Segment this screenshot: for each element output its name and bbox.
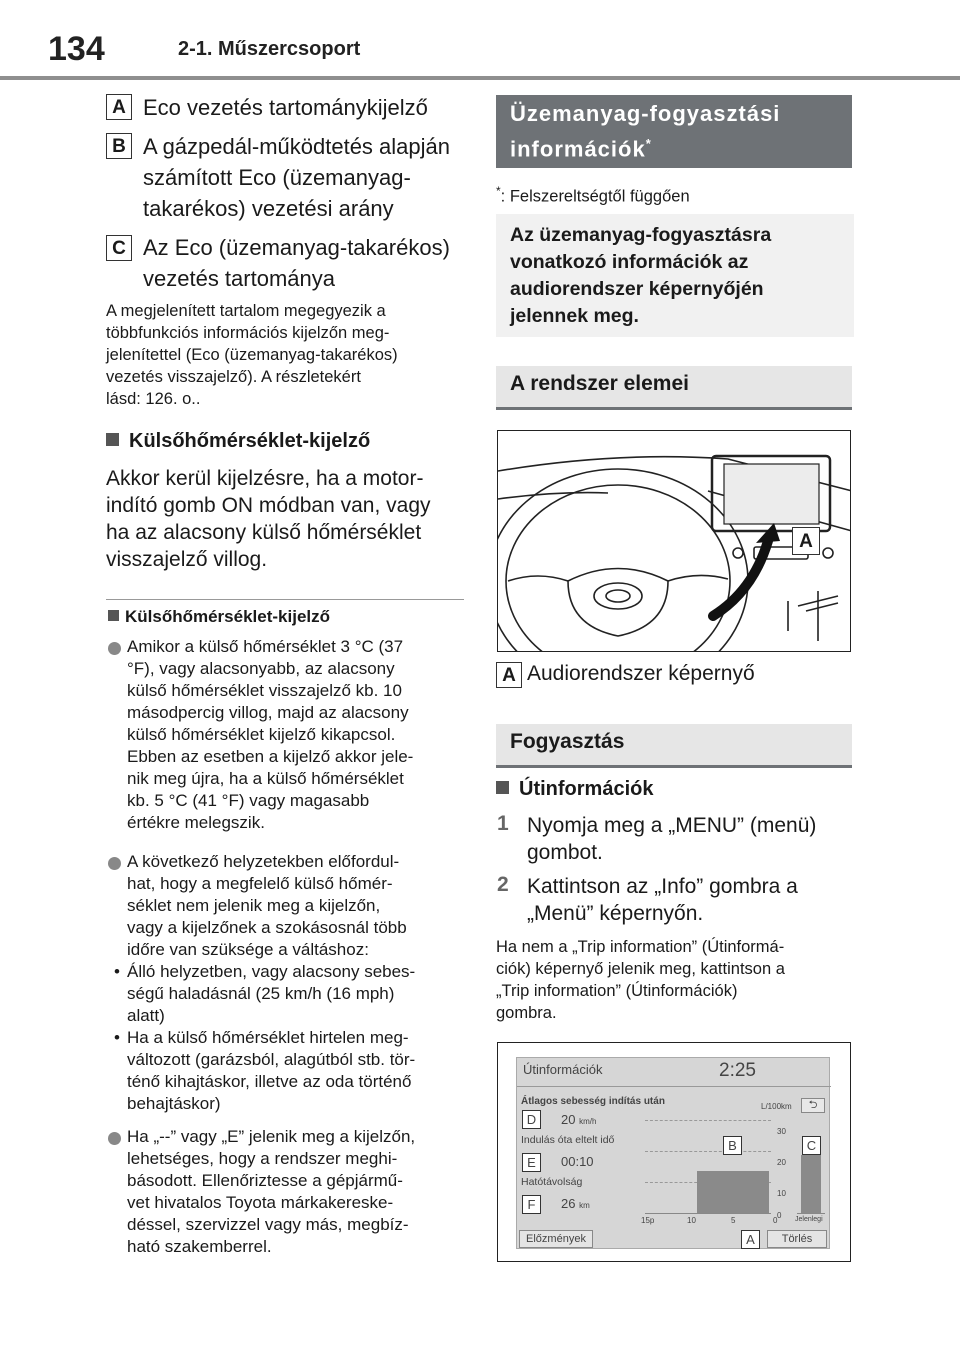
bullet-line: Álló helyzetben, vagy alacsony sebes-: [127, 962, 416, 981]
screen-title: Útinformációk: [523, 1062, 603, 1077]
x-tick: 15p: [641, 1216, 655, 1225]
current-bar: [801, 1155, 821, 1213]
y-axis-ticks: [777, 1116, 786, 1223]
note-line: lehetséges, hogy a rendszer meghi-: [127, 1149, 398, 1168]
step-line: gombot.: [527, 841, 603, 864]
paragraph-line: vezetés visszajelző). A részletekért: [106, 368, 361, 386]
notes-title: [108, 607, 330, 627]
consumption-chart: [645, 1120, 771, 1214]
figure-label-a: A: [792, 527, 820, 555]
label-c: C: [106, 235, 132, 261]
body-line: indító gomb ON módban van, vagy: [106, 494, 431, 517]
note-line: °F), vagy alacsonyabb, az alacsony: [127, 659, 395, 678]
step-1-number: 1: [497, 812, 509, 835]
step-line: Kattintson az „Info” gombra a: [527, 875, 798, 898]
note-line: vet hivatalos Toyota márkakereske-: [127, 1193, 394, 1212]
screen-label-d: D: [522, 1110, 541, 1129]
header-divider: [0, 76, 960, 80]
footnote: [496, 184, 690, 207]
x-tick: Jelenlegi: [795, 1216, 823, 1223]
square-bullet-icon: [106, 433, 119, 446]
item-c-line: vezetés tartománya: [143, 266, 335, 291]
bullet-dot-icon: •: [114, 1028, 120, 1047]
square-bullet-icon: [108, 610, 119, 621]
gridline: [645, 1151, 771, 1152]
note-line: időre van szüksége a váltáshoz:: [127, 940, 369, 959]
info-box: [496, 214, 854, 337]
screen-label-a: A: [741, 1230, 760, 1249]
elapsed-value: 00:10: [561, 1154, 594, 1169]
range-number: 26: [561, 1196, 576, 1211]
bullet-line: alatt): [127, 1006, 165, 1025]
avg-speed-value: [561, 1112, 596, 1127]
back-arrow-icon: ⮌: [808, 1099, 818, 1111]
item-c-text: [143, 233, 450, 294]
x-tick: 10: [687, 1216, 696, 1225]
banner-line: információk: [510, 136, 646, 162]
bullet-line: ségű haladásnál (25 km/h (16 mph): [127, 984, 395, 1003]
page-number: 134: [48, 30, 105, 68]
paragraph-line: többfunkciós információs kijelzőn meg-: [106, 324, 390, 342]
note-line: hat, hogy a megfelelő külső hőmér-: [127, 874, 393, 893]
screen-label-b: B: [723, 1136, 742, 1155]
step-2-number: 2: [497, 873, 509, 896]
item-b-text: [143, 132, 450, 224]
note-line: nik meg újra, ha a külső hőmérséklet: [127, 769, 404, 788]
screen-title-divider: [517, 1086, 831, 1087]
section-title-text: Külsőhőmérséklet-kijelző: [129, 430, 371, 452]
avg-speed-label: Átlagos sebesség indítás után: [521, 1096, 665, 1107]
step-2-text: [527, 873, 798, 927]
circle-bullet-icon: [108, 642, 121, 655]
step-line: Nyomja meg a „MENU” (menü): [527, 814, 817, 837]
notes-title-text: Külsőhőmérséklet-kijelző: [125, 607, 331, 626]
trip-info-title-text: Útinformációk: [519, 778, 654, 800]
label-b: B: [106, 133, 132, 159]
paragraph-line: lásd: 126. o..: [106, 390, 201, 408]
x-tick: 5: [731, 1216, 736, 1225]
section-title-outside-temp: [106, 430, 370, 453]
elapsed-label: Indulás óta eltelt idő: [521, 1134, 615, 1146]
item-b-line: A gázpedál-működtetés alapján: [143, 134, 450, 159]
footnote-asterisk: *: [496, 184, 501, 198]
history-button[interactable]: Előzmények: [519, 1230, 593, 1248]
step-1-text: [527, 812, 816, 866]
note-line: külső hőmérséklet kijelző kikapcsol.: [127, 725, 396, 744]
y-tick: 0: [777, 1211, 782, 1220]
note-1: [127, 636, 413, 834]
body-line: visszajelző villog.: [106, 548, 268, 571]
back-button[interactable]: [801, 1098, 825, 1113]
info-line: Az üzemanyag-fogyasztásra: [510, 224, 772, 246]
note-3: [127, 1126, 415, 1258]
note-line: kb. 5 °C (41 °F) vagy magasabb: [127, 791, 370, 810]
note-line: ható szakemberrel.: [127, 1237, 272, 1256]
screen-label-f: F: [522, 1195, 541, 1214]
paragraph-line: A megjelenített tartalom megegyezik a: [106, 302, 386, 320]
x-tick: 0: [773, 1216, 778, 1225]
avg-speed-number: 20: [561, 1112, 576, 1127]
step-line: „Menü” képernyőn.: [527, 902, 704, 925]
clear-button[interactable]: Törlés: [767, 1230, 827, 1248]
gridline: [645, 1120, 771, 1121]
notes-divider: [106, 599, 464, 600]
note-line: déssel, szervizzel vagy más, megbíz-: [127, 1215, 409, 1234]
y-tick: 30: [777, 1127, 786, 1136]
trip-note-line: „Trip information” (Útinformációk): [496, 982, 738, 1000]
bullet-line: ténő kihajtáskor, illetve az oda történő: [127, 1072, 412, 1091]
label-a: A: [106, 94, 132, 120]
info-line: audiorendszer képernyőjén: [510, 278, 764, 300]
description-paragraph: [106, 300, 398, 410]
legend-text: Audiorendszer képernyő: [527, 662, 755, 685]
screen-clock: 2:25: [719, 1060, 756, 1081]
square-bullet-icon: [496, 781, 509, 794]
info-line: jelennek meg.: [510, 305, 639, 327]
screen-label-c: C: [802, 1136, 821, 1155]
bullet-dot-icon: •: [114, 962, 120, 981]
note-2-bullet-1: [114, 961, 415, 1027]
note-line: külső hőmérséklet visszajelző kb. 10: [127, 681, 402, 700]
section-system-components: A rendszer elemei: [496, 366, 852, 410]
circle-bullet-icon: [108, 857, 121, 870]
note-line: básodott. Ellenőriztesse a gépjármű-: [127, 1171, 403, 1190]
paragraph-line: jelenítettel (Eco (üzemanyag-takarékos): [106, 346, 398, 364]
banner-line: Üzemanyag-fogyasztási: [510, 101, 781, 126]
item-c-line: Az Eco (üzemanyag-takarékos): [143, 235, 450, 260]
range-unit: km: [579, 1201, 590, 1210]
trip-note-line: Ha nem a „Trip information” (Útinformá-: [496, 938, 785, 956]
screen-label-e: E: [522, 1153, 541, 1172]
body-line: Akkor kerül kijelzésre, ha a motor-: [106, 467, 424, 490]
section-body: [106, 465, 431, 573]
range-label: Hatótávolság: [521, 1176, 583, 1188]
screen-display: [516, 1057, 830, 1249]
note-line: A következő helyzetekben előfordul-: [127, 852, 400, 871]
note-2: [127, 851, 407, 961]
dashboard-figure: [497, 430, 851, 652]
bullet-line: változott (garázsból, alagútból stb. tör-: [127, 1050, 416, 1069]
trip-note-line: ciók) képernyő jelenik meg, kattintson a: [496, 960, 785, 978]
current-bar-area: [797, 1120, 825, 1214]
note-line: Amikor a külső hőmérséklet 3 °C (37: [127, 637, 404, 656]
banner-asterisk: *: [645, 136, 652, 151]
unit-label: L/100km: [761, 1102, 792, 1111]
trip-info-screen-figure: [497, 1042, 851, 1262]
item-b-line: számított Eco (üzemanyag-: [143, 165, 411, 190]
trip-note: [496, 936, 785, 1024]
note-line: Ebben az esetben a kijelző akkor jele-: [127, 747, 414, 766]
footnote-text: : Felszereltségtől függően: [500, 187, 690, 206]
circle-bullet-icon: [108, 1132, 121, 1145]
y-tick: 20: [777, 1158, 786, 1167]
range-value: [561, 1196, 590, 1211]
y-tick: 10: [777, 1189, 786, 1198]
item-a-text: Eco vezetés tartománykijelző: [143, 95, 428, 120]
note-2-bullet-2: [114, 1027, 415, 1115]
chapter-title: 2-1. Műszercsoport: [178, 38, 361, 60]
bullet-line: behajtáskor): [127, 1094, 221, 1113]
info-line: vonatkozó információk az: [510, 251, 749, 273]
trip-note-line: gombra.: [496, 1004, 557, 1022]
legend-label-a: A: [496, 662, 522, 688]
trip-info-title: [496, 778, 653, 801]
item-b-line: takarékos) vezetési arány: [143, 196, 394, 221]
body-line: ha az alacsony külső hőmérséklet: [106, 521, 422, 544]
bullet-line: Ha a külső hőmérséklet hirtelen meg-: [127, 1028, 409, 1047]
section-consumption: Fogyasztás: [496, 724, 852, 768]
note-line: értékre melegszik.: [127, 813, 265, 832]
note-line: másodpercig villog, majd az alacsony: [127, 703, 409, 722]
avg-speed-unit: km/h: [579, 1117, 597, 1126]
note-line: vagy a kijelzőnek a szokásosnál több: [127, 918, 407, 937]
note-line: séklet nem jelenik meg a kijelzőn,: [127, 896, 381, 915]
note-line: Ha „--” vagy „E” jelenik meg a kijelzőn,: [127, 1127, 416, 1146]
fuel-info-banner: [496, 95, 852, 168]
history-bars: [697, 1171, 769, 1213]
